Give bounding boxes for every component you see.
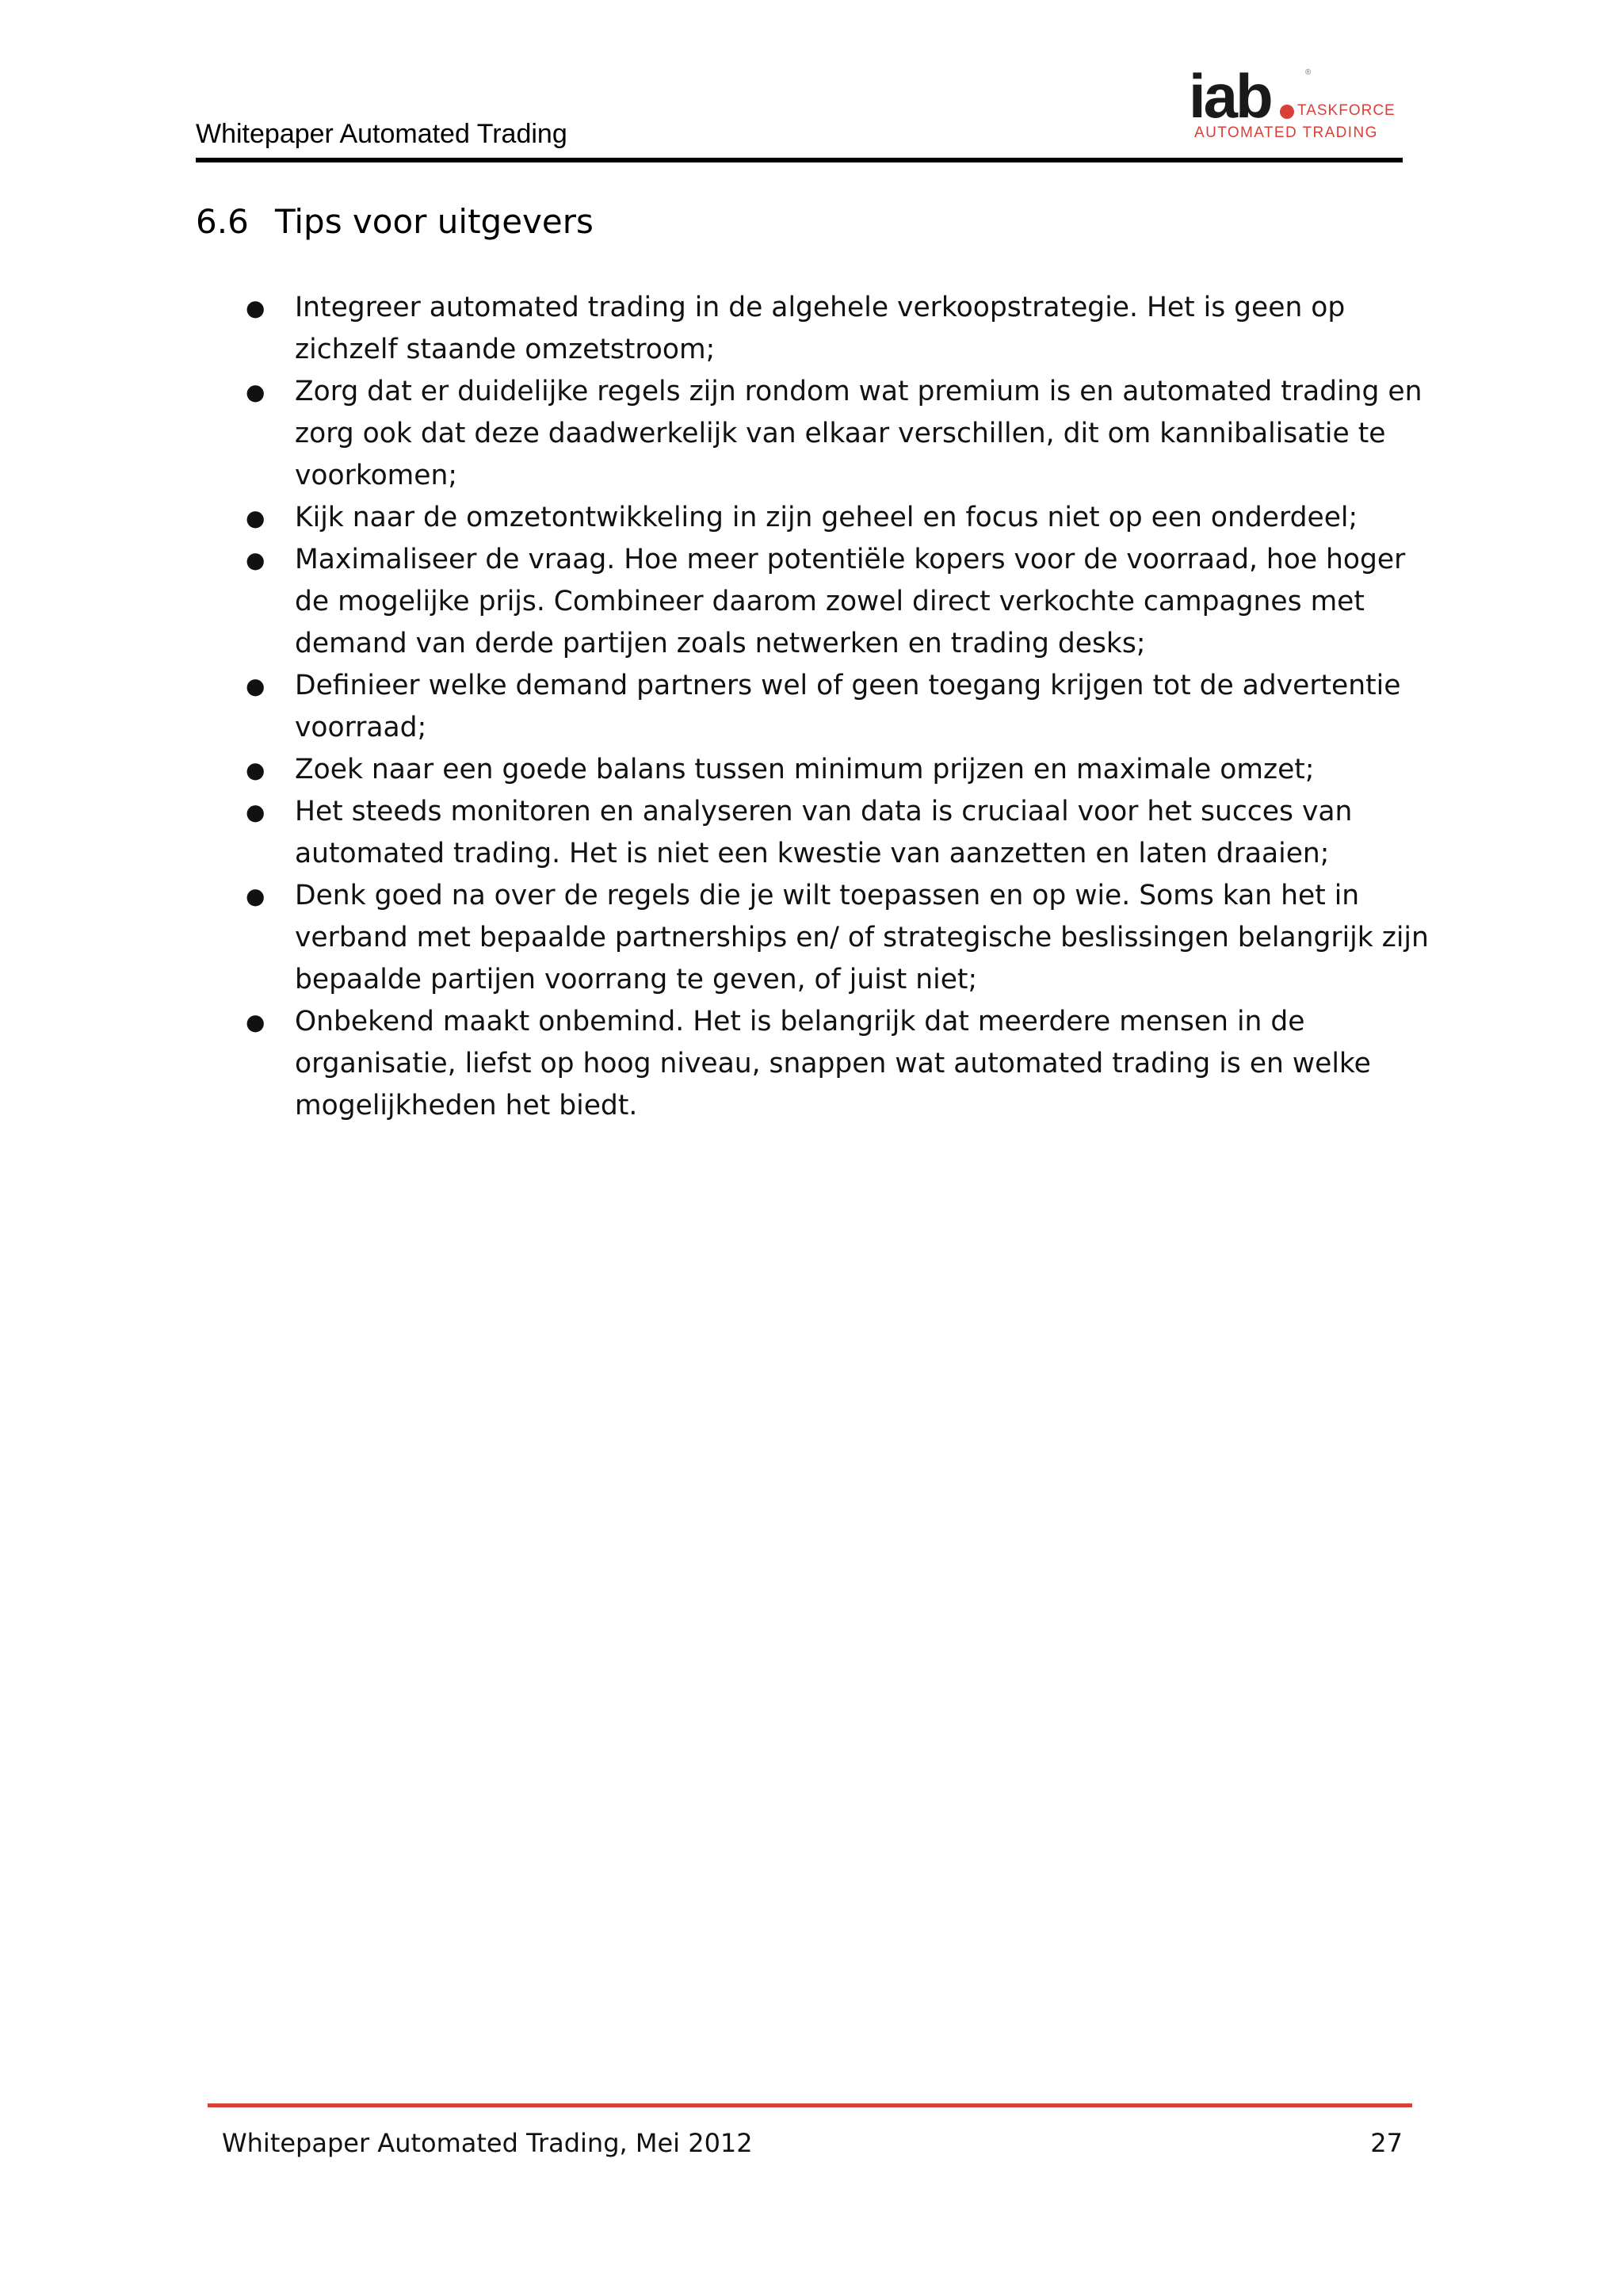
bullet-icon: ● bbox=[246, 673, 265, 699]
header-rule bbox=[196, 158, 1403, 162]
section-title: Tips voor uitgevers bbox=[275, 202, 594, 241]
list-item bbox=[246, 539, 1434, 665]
tip-text: Zoek naar een goede balans tussen minimum prijzen en maximale omzet; bbox=[295, 754, 1315, 785]
section-heading bbox=[196, 202, 594, 241]
footer-text: Whitepaper Automated Trading, Mei 2012 bbox=[222, 2128, 753, 2158]
tip-text: Kijk naar de omzetontwikkeling in zijn geheel en focus niet op een onderdeel; bbox=[295, 502, 1358, 533]
header-title: Whitepaper Automated Trading bbox=[196, 119, 567, 149]
iab-logo bbox=[1189, 61, 1403, 152]
footer-rule bbox=[208, 2103, 1412, 2107]
bullet-icon: ● bbox=[246, 757, 265, 783]
list-item bbox=[246, 287, 1434, 371]
bullet-icon: ● bbox=[246, 883, 265, 909]
tip-text: Maximaliseer de vraag. Hoe meer potentiële kopers voor de voorraad, hoe hoger de mogelijke prijs. Combineer daarom zowel direct verkochte campagnes met demand van derde partijen zoals netwerken en trading desks; bbox=[295, 544, 1406, 659]
page-number: 27 bbox=[1370, 2128, 1403, 2158]
tip-text: Denk goed na over de regels die je wilt toepassen en op wie. Soms kan het in verband met bepaalde partnerships en/ of strategische beslissingen belangrijk zijn bepaalde partijen voorrang te geven, of juist niet; bbox=[295, 880, 1429, 995]
bullet-icon: ● bbox=[246, 295, 265, 321]
list-item bbox=[246, 791, 1434, 875]
list-item bbox=[246, 875, 1434, 1001]
bullet-icon: ● bbox=[246, 799, 265, 825]
logo-registered-mark: ® bbox=[1305, 68, 1312, 77]
section-number: 6.6 bbox=[196, 202, 249, 241]
list-item bbox=[246, 665, 1434, 749]
logo-wordmark: iab bbox=[1189, 61, 1271, 131]
tips-list bbox=[246, 287, 1434, 1127]
list-item bbox=[246, 749, 1434, 791]
tip-text: Integreer automated trading in de algehele verkoopstrategie. Het is geen op zichzelf staande omzetstroom; bbox=[295, 292, 1346, 365]
bullet-icon: ● bbox=[246, 379, 265, 405]
tip-text: Onbekend maakt onbemind. Het is belangrijk dat meerdere mensen in de organisatie, liefst op hoog niveau, snappen wat automated trading is en welke mogelijkheden het biedt. bbox=[295, 1006, 1371, 1121]
list-item bbox=[246, 371, 1434, 497]
bullet-icon: ● bbox=[246, 505, 265, 531]
bullet-icon: ● bbox=[246, 547, 265, 573]
bullet-icon: ● bbox=[246, 1009, 265, 1035]
logo-taskforce-text: TASKFORCE bbox=[1297, 102, 1396, 119]
logo-automated-trading-text: AUTOMATED TRADING bbox=[1194, 124, 1378, 141]
list-item bbox=[246, 1001, 1434, 1127]
tip-text: Definieer welke demand partners wel of geen toegang krijgen tot de advertentie voorraad; bbox=[295, 670, 1401, 743]
logo-dot-icon bbox=[1280, 105, 1294, 119]
tip-text: Zorg dat er duidelijke regels zijn rondom wat premium is en automated trading en zorg ook dat deze daadwerkelijk van elkaar verschillen, dit om kannibalisatie te voorkomen; bbox=[295, 376, 1423, 491]
list-item bbox=[246, 497, 1434, 539]
tip-text: Het steeds monitoren en analyseren van data is cruciaal voor het succes van automated trading. Het is niet een kwestie van aanzetten en laten draaien; bbox=[295, 796, 1353, 869]
